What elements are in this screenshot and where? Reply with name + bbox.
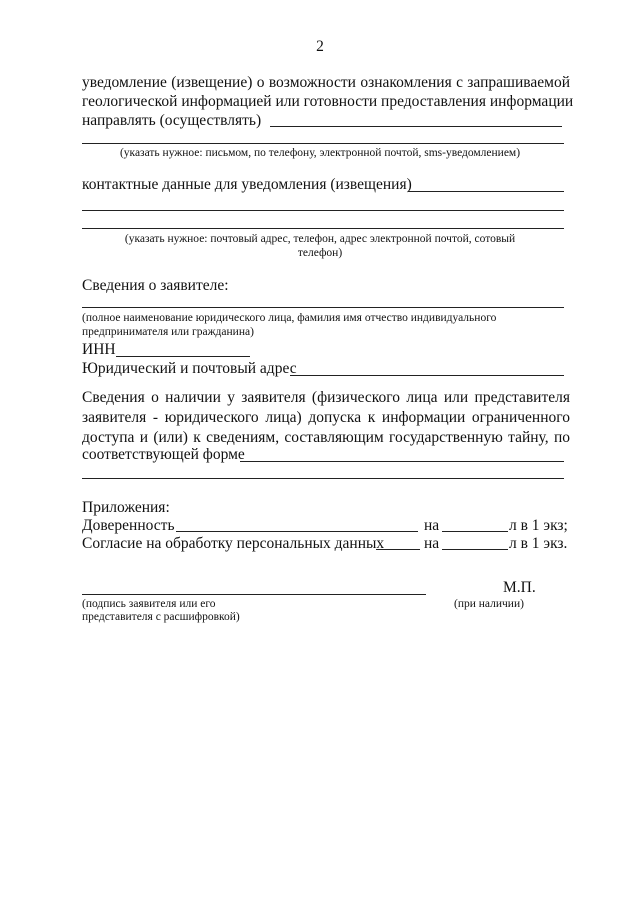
address-label: Юридический и почтовый адрес [82, 360, 297, 377]
signature-hint-line-1: (подпись заявителя или его [82, 598, 216, 610]
contacts-hint-line-2: телефон) [297, 247, 343, 259]
notification-line-3: направлять (осуществлять) [82, 112, 262, 129]
applicant-hint-line-1: (полное наименование юридического лица, фамилия имя отчество индивидуального [82, 312, 497, 324]
access-field-2[interactable] [82, 478, 564, 479]
power-of-attorney-pages-field[interactable] [442, 531, 508, 532]
contacts-field[interactable] [408, 191, 564, 192]
attachment-consent-label: Согласие на обработку персональных данных [82, 535, 385, 552]
contacts-hint-line-1: (указать нужное: почтовый адрес, телефон, адрес электронной почтой, сотовый [124, 233, 516, 245]
stamp-hint: (при наличии) [454, 598, 524, 610]
stamp-label: М.П. [503, 579, 536, 596]
access-line-2: заявителя - юридического лица) допуска к информации ограниченного [82, 409, 570, 426]
notification-method-field[interactable] [270, 126, 562, 127]
access-field[interactable] [240, 461, 564, 462]
contacts-field-2[interactable] [82, 210, 564, 211]
applicant-name-field[interactable] [82, 307, 564, 308]
address-field[interactable] [290, 375, 564, 376]
power-of-attorney-field[interactable] [176, 531, 418, 532]
attachment-power-of-attorney-suffix: л в 1 экз; [509, 517, 568, 534]
consent-pages-field[interactable] [442, 549, 508, 550]
attachments-heading: Приложения: [82, 499, 170, 516]
inn-field[interactable] [116, 356, 250, 357]
notification-line-1: уведомление (извещение) о возможности ознакомления с запрашиваемой [82, 74, 570, 91]
consent-field[interactable] [376, 549, 420, 550]
inn-label: ИНН [82, 341, 116, 358]
notification-hint: (указать нужное: письмом, по телефону, электронной почтой, sms-уведомлением) [119, 147, 521, 159]
notification-method-field-2[interactable] [82, 143, 564, 144]
applicant-heading: Сведения о заявителе: [82, 277, 229, 294]
notification-line-2: геологической информацией или готовности предоставления информации [82, 93, 574, 110]
attachment-consent-suffix: л в 1 экз. [509, 535, 568, 552]
attachment-power-of-attorney-on: на [424, 517, 440, 534]
applicant-hint-line-2: предпринимателя или гражданина) [82, 326, 254, 338]
contacts-label: контактные данные для уведомления (извещения) [82, 176, 412, 193]
signature-hint-line-2: представителя с расшифровкой) [82, 611, 240, 623]
page-number: 2 [316, 38, 324, 55]
access-line-4: соответствующей форме [82, 446, 245, 463]
signature-field[interactable] [82, 594, 426, 595]
attachment-consent-on: на [424, 535, 440, 552]
contacts-field-3[interactable] [82, 228, 564, 229]
access-line-1: Сведения о наличии у заявителя (физического лица или представителя [82, 389, 570, 406]
access-line-3: доступа и (или) к сведениям, составляющим государственную тайну, по [82, 429, 570, 446]
attachment-power-of-attorney-label: Доверенность [82, 517, 175, 534]
